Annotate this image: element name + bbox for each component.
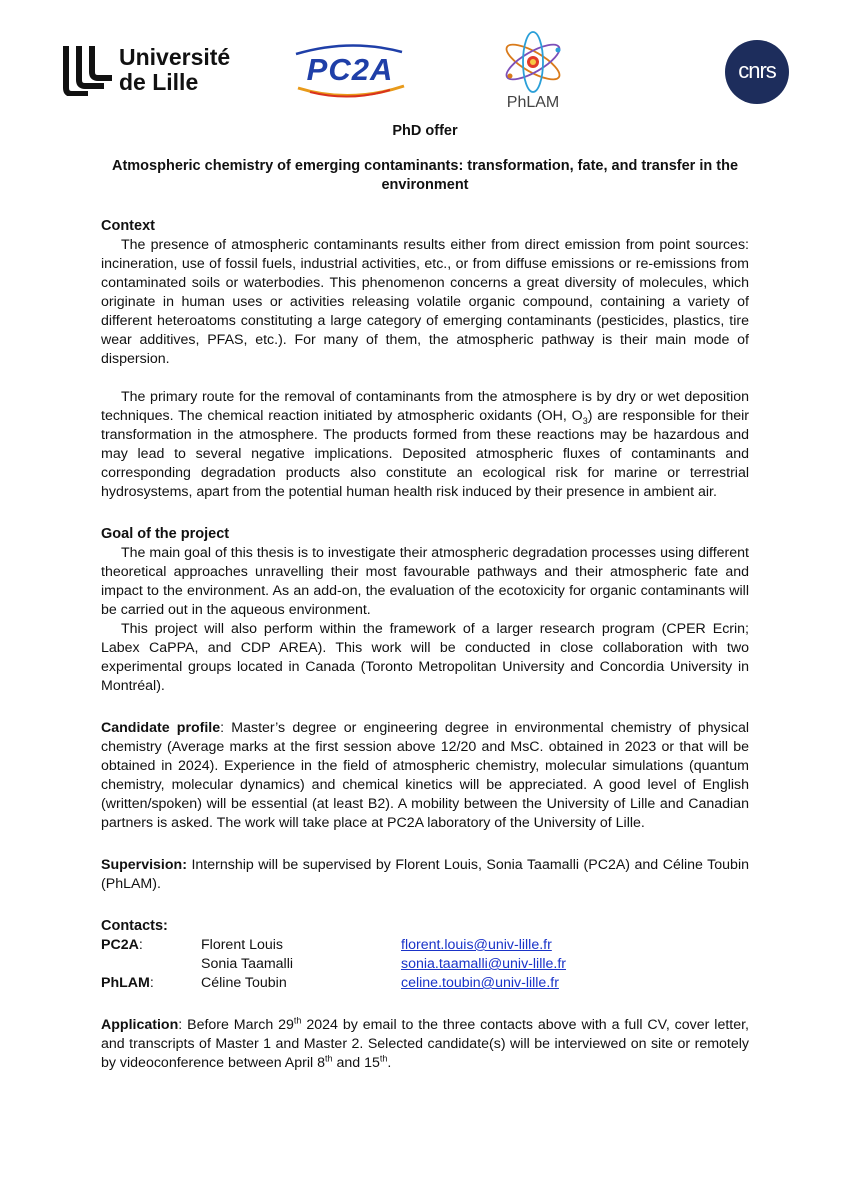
contact-lab: PhLAM: xyxy=(101,975,154,991)
offer-type: PhD offer xyxy=(392,123,458,139)
contact-name: Florent Louis xyxy=(201,937,284,953)
universite-de-lille-logo xyxy=(62,42,242,97)
contact-email-link[interactable]: sonia.taamalli@univ-lille.fr xyxy=(401,956,567,972)
logo-bar xyxy=(0,0,848,125)
contact-lab: PC2A: xyxy=(101,937,143,953)
goal-heading: Goal of the project xyxy=(101,526,230,542)
contact-email-link[interactable]: celine.toubin@univ-lille.fr xyxy=(401,975,559,991)
context-heading: Context xyxy=(101,218,155,234)
contacts-table xyxy=(101,936,749,993)
document-title: Atmospheric chemistry of emerging contaminants: transformation, fate, and transfer in the environment xyxy=(111,158,739,193)
supervision: Supervision: Internship will be supervised by Florent Louis, Sonia Taamalli (PC2A) and Céline Toubin (PhLAM). xyxy=(101,857,749,892)
atom-icon xyxy=(498,30,568,94)
ulille-line2: de Lille xyxy=(119,69,199,95)
context-paragraph-1: The presence of atmospheric contaminants results either from direct emission from point sources: incineration, use of fossil fuels, industrial activities, etc., or from diffuse emissions or re-emissions from contaminated soils or waterbodies. This phenomenon concerns a great diversity of molecules, which originate in human uses or activities releasing volatile organic compound, containing a variety of different heteroatoms constituting a large category of emerging contaminants (pesticides, plastics, tire wear additives, PFAS, etc.). For many of them, the atmospheric pathway is their main mode of dispersion. xyxy=(101,237,749,367)
ulille-mark-icon xyxy=(62,44,114,96)
cnrs-wordmark: cnrs xyxy=(738,58,776,83)
ulille-line1: Université xyxy=(119,44,231,70)
contact-lab xyxy=(101,955,201,974)
pc2a-wordmark: PC2A xyxy=(306,52,394,87)
contacts-heading: Contacts: xyxy=(101,918,168,934)
contact-name: Sonia Taamalli xyxy=(201,956,294,972)
candidate-profile: Candidate profile: Master’s degree or engineering degree in environmental chemistry of physical chemistry (Average marks at the first session above 12/20 and MsC. obtained in 2023 or that will be obtained in 2024). Experience in the field of atmospheric chemistry, molecular simulations (quantum chemistry, molecular dynamics) and chemical kinetics will be appreciated. A good level of English (written/spoken) will be essential (at least B2). A mobility between the University of Lille and Canadian partners is asked. The work will take place at PC2A laboratory of the University of Lille. xyxy=(101,720,749,831)
contact-email-link[interactable]: florent.louis@univ-lille.fr xyxy=(401,937,552,953)
pc2a-logo xyxy=(290,42,410,102)
phlam-logo xyxy=(498,30,568,122)
goal-paragraph-1: The main goal of this thesis is to investigate their atmospheric degradation processes using different theoretical approaches unravelling their most favourable pathways and their atmospheric fate and impact to the environment. As an add-on, the evaluation of the ecotoxicity for organic contaminants will be carried out in the aqueous environment. xyxy=(101,545,749,618)
cnrs-logo xyxy=(725,40,789,104)
contact-name: Céline Toubin xyxy=(201,975,287,991)
phlam-wordmark: PhLAM xyxy=(506,94,560,111)
application: Application: Before March 29th 2024 by email to the three contacts above with a full CV, cover letter, and transcripts of Master 1 and Master 2. Selected candidate(s) will be interviewed on site or remotely by videoconference between April 8th and 15th. xyxy=(101,1015,749,1071)
document-body xyxy=(101,123,749,1073)
goal-paragraph-2: This project will also perform within the framework of a larger research program (CPER Ecrin; Labex CaPPA, and CDP AREA). This work will be conducted in close collaboration with two experimental groups located in Canada (Toronto Metropolitan University and Concordia University in Montréal). xyxy=(101,621,749,694)
context-paragraph-2: The primary route for the removal of contaminants from the atmosphere is by dry or wet deposition techniques. The chemical reaction initiated by atmospheric oxidants (OH, $O_3$) are responsible for their transformation in the atmosphere. The products formed from these reactions may be hazardous and may lead to several negative implications. Deposited atmospheric fluxes of contaminants and corresponding degradation products also constitute an ecological risk for marine or terrestrial hydrosystems, apart from the potential human health risk induced by their presence in ambient air. xyxy=(101,389,749,500)
